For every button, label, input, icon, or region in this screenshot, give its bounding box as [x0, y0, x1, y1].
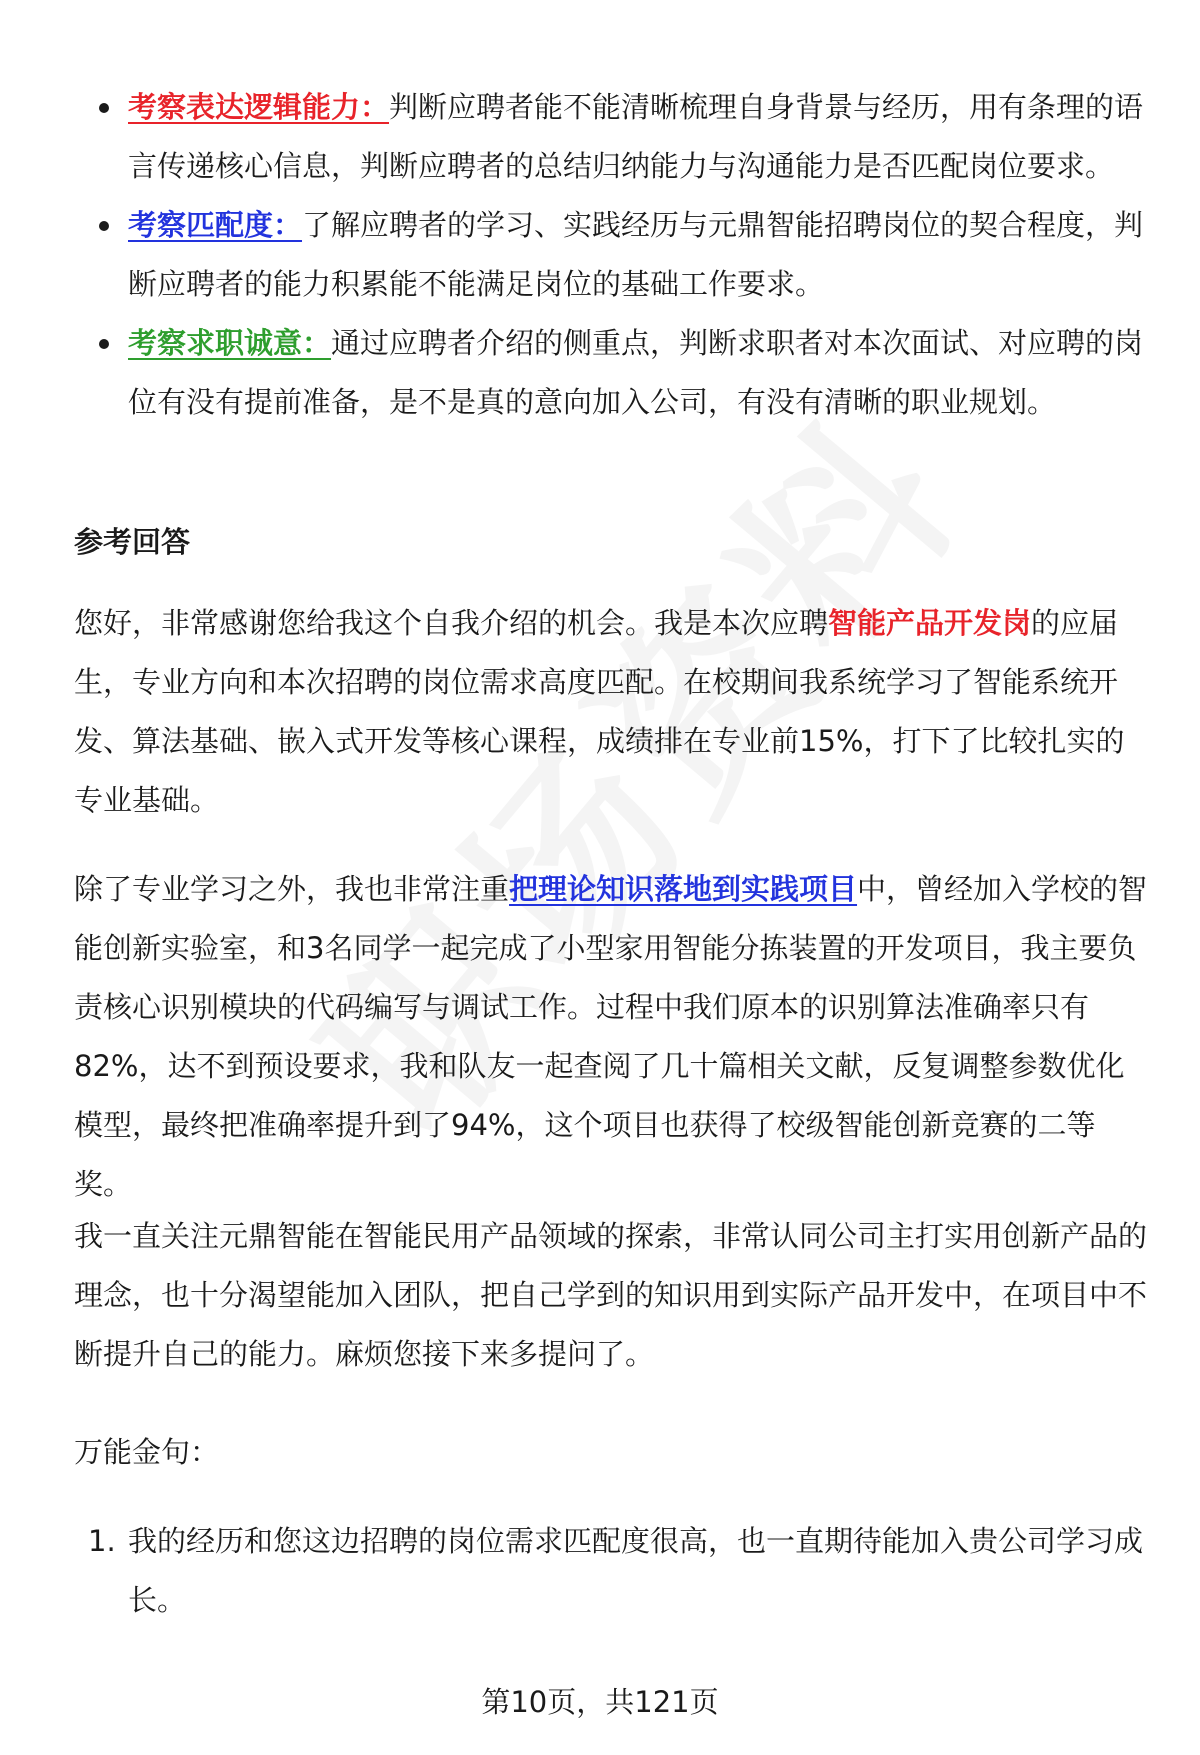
criteria-list	[96, 78, 1146, 432]
paragraph-text: 您好，非常感谢您给我这个自我介绍的机会。我是本次应聘	[74, 606, 829, 640]
answer-paragraph-1	[74, 594, 1149, 830]
highlight-text: 智能产品开发岗	[828, 606, 1032, 640]
criterion-text: 通过应聘者介绍的侧重点，判断求职者对本次面试、对应聘的岗位有没有提前准备，是不是真的意向加入公司，有没有清晰的职业规划。	[128, 326, 1144, 419]
highlight-text: 把理论知识落地到实践项目	[509, 872, 858, 906]
criterion-term: 考察匹配度：	[128, 208, 303, 242]
answer-paragraph-2	[74, 860, 1149, 1214]
criterion-text: 判断应聘者能不能清晰梳理自身背景与经历，用有条理的语言传递核心信息，判断应聘者的总结归纳能力与沟通能力是否匹配岗位要求。	[128, 90, 1144, 183]
golden-sentences-title: 万能金句：	[74, 1435, 220, 1469]
list-item	[74, 1512, 1149, 1630]
list-item	[96, 196, 1146, 314]
section-heading: 参考回答	[74, 525, 191, 559]
criterion-term: 考察求职诚意：	[128, 326, 332, 360]
page-footer: 第10页，共121页	[481, 1685, 719, 1719]
criterion-text: 了解应聘者的学习、实践经历与元鼎智能招聘岗位的契合程度，判断应聘者的能力积累能不能满足岗位的基础工作要求。	[128, 208, 1144, 301]
criterion-term: 考察表达逻辑能力：	[128, 90, 390, 124]
list-item	[96, 78, 1146, 196]
list-number: 1.	[88, 1524, 116, 1558]
paragraph-text: 的应届生，专业方向和本次招聘的岗位需求高度匹配。在校期间我系统学习了智能系统开发、算法基础、嵌入式开发等核心课程，成绩排在专业前15%，打下了比较扎实的专业基础。	[74, 606, 1125, 817]
paragraph-text: 除了专业学习之外，我也非常注重	[74, 872, 510, 906]
golden-sentences-list	[74, 1512, 1149, 1630]
paragraph-text: 中，曾经加入学校的智能创新实验室，和3名同学一起完成了小型家用智能分拣装置的开发项目，我主要负责核心识别模块的代码编写与调试工作。过程中我们原本的识别算法准确率只有82%，达不到预设要求，我和队友一起查阅了几十篇相关文献，反复调整参数优化模型，最终把准确率提升到了94%，这个项目也获得了校级智能创新竞赛的二等奖。	[74, 872, 1148, 1201]
list-text: 我的经历和您这边招聘的岗位需求匹配度很高，也一直期待能加入贵公司学习成长。	[128, 1524, 1144, 1617]
answer-paragraph-3: 我一直关注元鼎智能在智能民用产品领域的探索，非常认同公司主打实用创新产品的理念，也十分渴望能加入团队，把自己学到的知识用到实际产品开发中，在项目中不断提升自己的能力。麻烦您接下来多提问了。	[74, 1219, 1148, 1371]
list-item	[96, 314, 1146, 432]
